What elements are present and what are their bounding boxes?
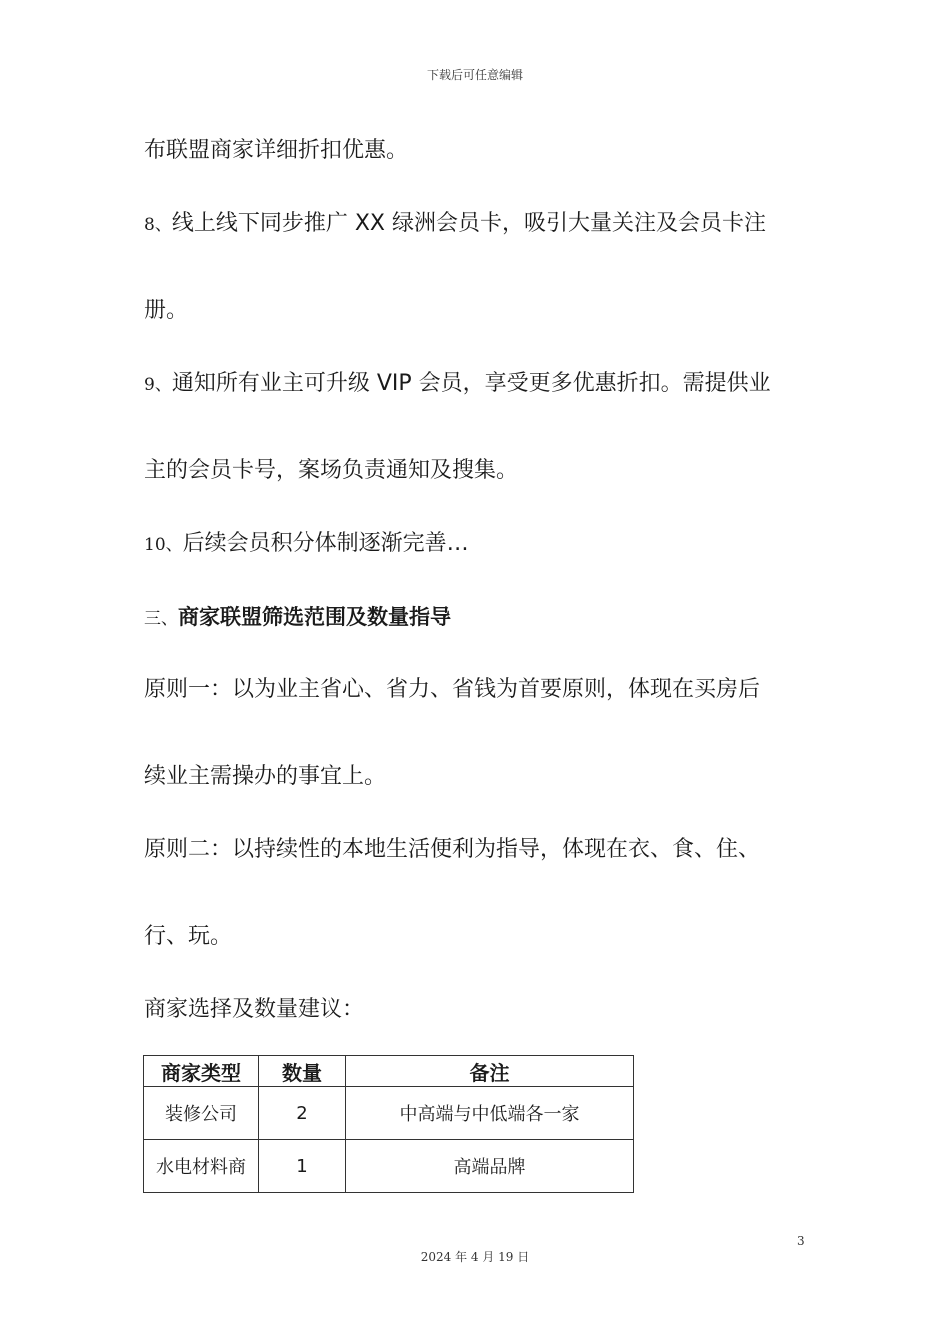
list-item-9 [144,369,771,400]
cell-note: 高端品牌 [346,1140,634,1193]
cell-type: 水电材料商 [144,1140,259,1193]
item-text: 后续会员积分体制逐渐完善… [182,531,469,556]
list-item-8 [144,209,766,240]
section-number: 三、 [144,609,178,629]
principle-1-continuation: 续业主需操办的事宜上。 [144,764,387,789]
item-text: 线上线下同步推广 XX 绿洲会员卡，吸引大量关注及会员卡注 [171,211,766,236]
table-row [144,1087,634,1140]
cell-type: 装修公司 [144,1087,259,1140]
list-item-8-continuation: 册。 [144,298,189,323]
header-note: 下载后可任意编辑 [426,68,523,82]
item-number: 8、 [144,215,172,235]
suggestion-title: 商家选择及数量建议： [144,997,365,1022]
footer-date: 2024 年 4 月 19 日 [420,1250,530,1264]
principle-1: 原则一：以为业主省心、省力、省钱为首要原则，体现在买房后 [144,677,761,702]
item-text: 通知所有业主可升级 VIP 会员，享受更多优惠折扣。需提供业 [171,371,771,396]
table-header-row [144,1056,634,1087]
section-heading [144,602,451,634]
merchant-table [143,1055,634,1193]
principle-2: 原则二：以持续性的本地生活便利为指导，体现在衣、食、住、 [144,837,761,862]
column-header-type: 商家类型 [144,1056,259,1087]
cell-count: 1 [259,1140,346,1193]
list-item-10 [144,529,469,560]
principle-2-continuation: 行、玩。 [144,924,233,949]
paragraph-line: 布联盟商家详细折扣优惠。 [144,138,409,163]
cell-count: 2 [259,1087,346,1140]
section-title: 商家联盟筛选范围及数量指导 [178,605,451,629]
cell-note: 中高端与中低端各一家 [346,1087,634,1140]
table-row [144,1140,634,1193]
item-number: 10、 [144,535,183,555]
column-header-count: 数量 [259,1056,346,1087]
list-item-9-continuation: 主的会员卡号，案场负责通知及搜集。 [144,458,519,483]
column-header-note: 备注 [346,1056,634,1087]
item-number: 9、 [144,375,172,395]
page-number: 3 [797,1234,805,1248]
